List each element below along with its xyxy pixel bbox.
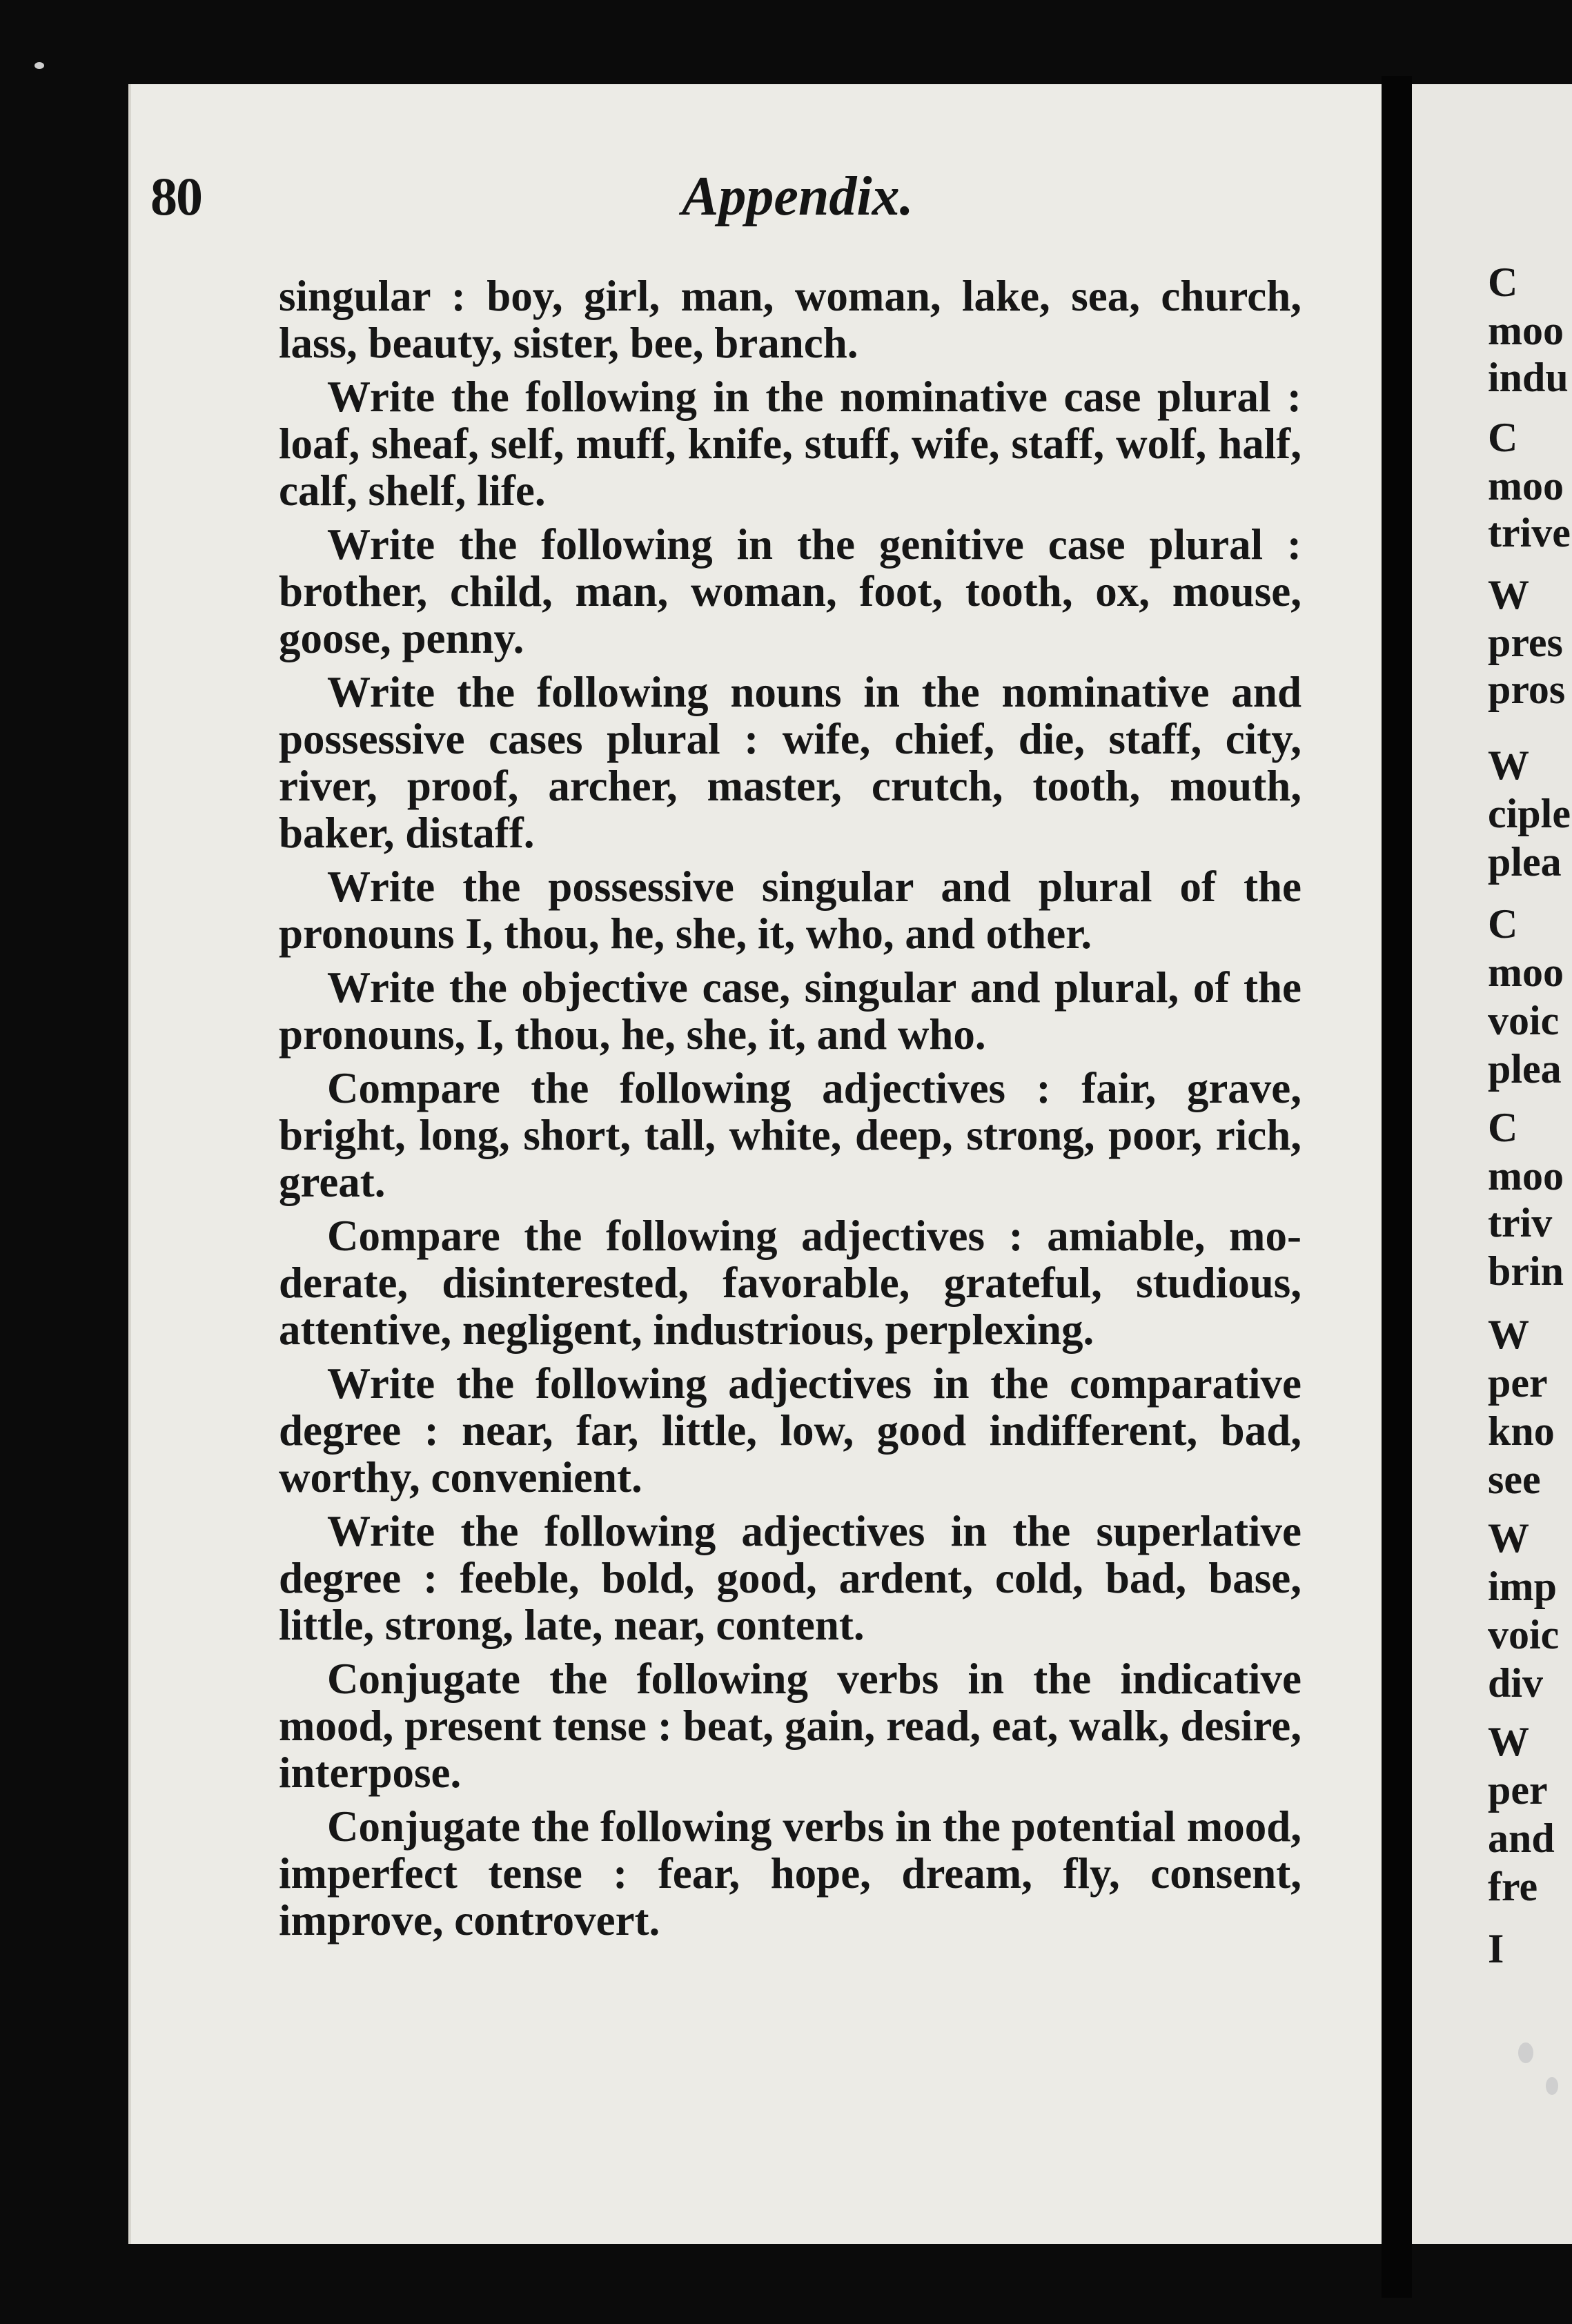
- paragraph-11: Conjugate the following verbs in the indicative mood, present tense : beat, gain, read, eat, walk, desire, interpose.: [279, 1655, 1301, 1797]
- facing-fragment: C: [1488, 901, 1518, 947]
- facing-fragment: C: [1488, 1105, 1518, 1150]
- facing-fragment: voic: [1488, 998, 1560, 1043]
- body-text: [279, 273, 1301, 1951]
- page-number: 80: [150, 166, 202, 226]
- facing-fragment: moo: [1488, 1153, 1564, 1199]
- facing-fragment: imp: [1488, 1564, 1558, 1609]
- paragraph-2: Write the following in the nominative case plural : loaf, sheaf, self, muff, knife, stuff, wife, staff, wolf, half, calf, shelf, life.: [279, 373, 1301, 515]
- facing-fragment: C: [1488, 259, 1518, 305]
- facing-fragment: W: [1488, 1312, 1529, 1357]
- paragraph-6: Write the objective case, singular and plural, of the pronouns, I, thou, he, she, it, and who.: [279, 963, 1301, 1058]
- scan-speck: [35, 62, 44, 69]
- facing-fragment: moo: [1488, 463, 1564, 509]
- paragraph-7: Compare the following adjectives : fair, grave, bright, long, short, tall, white, deep, strong, poor, rich, great.: [279, 1064, 1301, 1206]
- paragraph-5: Write the possessive singular and plural of the pronouns I, thou, he, she, it, who, and other.: [279, 863, 1301, 958]
- facing-fragment: plea: [1488, 1046, 1562, 1092]
- facing-fragment: C: [1488, 415, 1518, 460]
- facing-fragment: pres: [1488, 620, 1563, 665]
- scan-speck: [1546, 2077, 1558, 2095]
- facing-fragment: W: [1488, 572, 1529, 618]
- paragraph-1: singular : boy, girl, man, woman, lake, sea, church, lass, beauty, sister, bee, branch.: [279, 272, 1301, 367]
- facing-fragment: trive: [1488, 510, 1571, 555]
- facing-fragment: W: [1488, 742, 1529, 788]
- facing-fragment: div: [1488, 1660, 1544, 1706]
- facing-fragment: and: [1488, 1815, 1555, 1861]
- facing-fragment: per: [1488, 1767, 1548, 1813]
- scan-speck: [1518, 2042, 1533, 2063]
- facing-fragment: W: [1488, 1515, 1529, 1561]
- facing-fragment: brin: [1488, 1248, 1564, 1294]
- paragraph-10: Write the following adjectives in the superlative degree : feeble, bold, good, ardent, cold, bad, base, little, strong, late, near, content.: [279, 1507, 1301, 1649]
- facing-fragment: W: [1488, 1719, 1529, 1764]
- facing-fragment: fre: [1488, 1864, 1538, 1909]
- facing-fragment: moo: [1488, 308, 1564, 353]
- running-head: Appendix.: [682, 166, 914, 227]
- paragraph-8: Compare the following adjectives : amiable, moderate, disinterested, favorable, grateful, studious, attentive, negligent, industrious, perplexing.: [279, 1212, 1301, 1354]
- paragraph-12: Conjugate the following verbs in the potential mood, imperfect tense : fear, hope, dream, fly, consent, improve, controvert.: [279, 1802, 1301, 1944]
- facing-fragment: pros: [1488, 667, 1566, 712]
- facing-fragment: indu: [1488, 355, 1569, 400]
- paragraph-3: Write the following in the genitive case plural : brother, child, man, woman, foot, tooth, ox, mouse, goose, penny.: [279, 520, 1301, 662]
- facing-fragment: I: [1488, 1926, 1504, 1971]
- facing-fragment: ciple: [1488, 791, 1571, 836]
- facing-fragment: see: [1488, 1457, 1541, 1502]
- paragraph-4: Write the following nouns in the nominative and possessive cases plural : wife, chief, die, staff, city, river, proof, archer, master, crutch, tooth, mouth, baker, distaff.: [279, 668, 1301, 857]
- facing-fragment: voic: [1488, 1612, 1560, 1657]
- page-gutter: [1382, 76, 1412, 2298]
- facing-fragment: moo: [1488, 949, 1564, 995]
- facing-fragment: plea: [1488, 839, 1562, 885]
- page-header: [150, 166, 1310, 242]
- facing-fragment: kno: [1488, 1408, 1555, 1454]
- paragraph-9: Write the following adjectives in the comparative degree : near, far, little, low, good indifferent, bad, worthy, convenient.: [279, 1359, 1301, 1501]
- facing-fragment: triv: [1488, 1200, 1553, 1245]
- facing-fragment: per: [1488, 1360, 1548, 1406]
